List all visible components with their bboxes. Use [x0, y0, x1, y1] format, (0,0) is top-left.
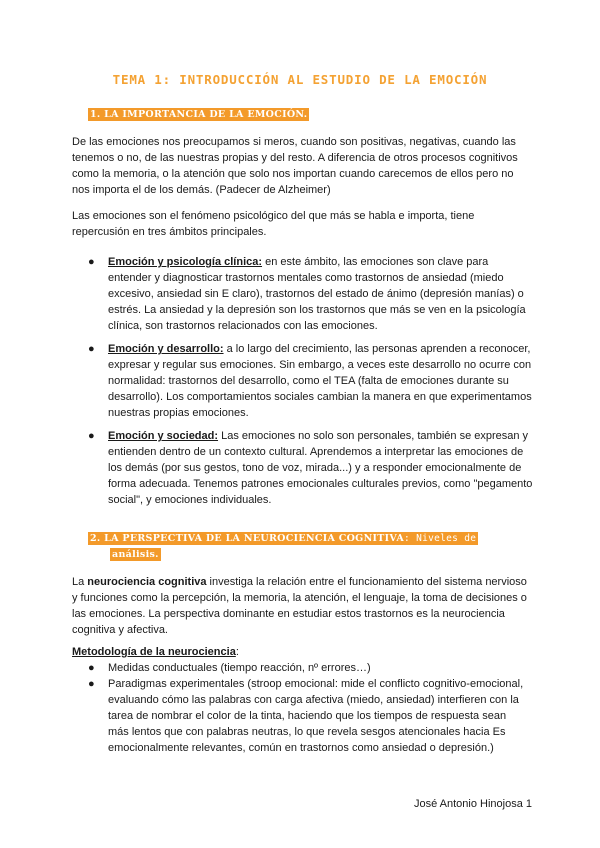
section-2-heading-bold: 2. LA PERSPECTIVA DE LA NEUROCIENCIA COGNITIVA: [90, 533, 405, 544]
section-2-heading-line2: análisis.: [112, 549, 159, 560]
paragraph-3-bold: neurociencia cognitiva: [87, 576, 207, 588]
paragraph-2: Las emociones son el fenómeno psicológico del que más se habla e importa, tiene repercusión en tres ámbitos principales.: [72, 210, 475, 238]
bullet-term: Emoción y psicología clínica:: [108, 256, 263, 268]
metodologia-heading: Metodología de la neurociencia: [72, 646, 236, 658]
bullet-term: Emoción y sociedad:: [108, 430, 219, 442]
page-footer: José Antonio Hinojosa 1: [413, 798, 532, 810]
bullet-text: a lo largo del crecimiento, las personas aprenden a reconocer, expresar y regular sus emociones. Sin embargo, a veces este desarrollo no ocurre con normalidad: trastornos del desarrollo, como el TEA (falta de emociones durante su desarrollo). Los comportamientos sociales cambian la manera en que experimentamos nuestras propias emociones.: [108, 343, 532, 419]
list-item-desarrollo: [88, 341, 533, 421]
list-item: [88, 676, 528, 756]
bullet-text: Las emociones no solo son personales, también se expresan y entienden dentro de un contexto cultural. Aprendemos a interpretar las emociones de los demás (por sus gestos, tono de voz, mirada...) y a responder emocionalmente de forma adecuada. Tenemos patrones emocionales culturales previos, como "pegamento social", y emociones individuales.: [108, 430, 533, 506]
section-1-heading: 1. LA IMPORTANCIA DE LA EMOCIÓN.: [90, 109, 308, 120]
section-1-heading-block: [88, 106, 488, 122]
page-title: TEMA 1: INTRODUCCIÓN AL ESTUDIO DE LA EMOCIÓN: [112, 72, 488, 87]
list-item: [88, 660, 528, 676]
list-item-sociedad: [88, 428, 533, 508]
paragraph-3-after: investiga la relación entre el funcionamiento del sistema nervioso y funciones como la percepción, la memoria, la atención, el lenguaje, la toma de decisiones o las emociones. La perspectiva dominante en estudiar estos trastornos es la neurociencia cognitiva y afectiva.: [72, 576, 527, 636]
paragraph-1: De las emociones nos preocupamos si meros, cuando son positivas, negativas, cuando las tenemos o no, de las nuestras propias y del resto. A diferencia de otros procesos cognitivos como la memoria, o la atención que solo nos importan cuando carecemos de ellos pero no nos importa el de los demás. (Padecer de Alzheimer): [72, 136, 518, 196]
bullet-dot-icon: ●: [88, 662, 95, 674]
list-item-clinica: [88, 254, 533, 334]
bullet-dot-icon: ●: [88, 256, 95, 268]
paragraph-3-before: La: [72, 576, 88, 588]
list-item-text: Paradigmas experimentales (stroop emocional: mide el conflicto cognitivo-emocional, evaluando cómo las palabras con carga afectiva (miedo, ansiedad) interfieren con la tarea de nombrar el color de la tinta, haciendo que los tiempos de respuesta sean más lentos que con palabras neutras, lo que revela sesgos atencionales hacia Es emocionalmente relevantes, común en trastornos como ansiedad o depresión.): [108, 678, 524, 754]
section-2-heading: [88, 532, 478, 545]
section-2-heading-light: : Niveles de: [404, 533, 477, 544]
metodologia-colon: :: [235, 646, 239, 658]
list-item-text: Medidas conductuales (tiempo reacción, nº errores…): [108, 662, 371, 674]
metodologia-label: [72, 644, 532, 660]
bullet-dot-icon: ●: [88, 678, 95, 690]
method-list: [88, 660, 528, 756]
section-2-heading-block: [88, 530, 488, 562]
paragraph-3: [72, 574, 532, 638]
bullet-dot-icon: ●: [88, 343, 95, 355]
bullet-term: Emoción y desarrollo:: [108, 343, 224, 355]
bullet-text: en este ámbito, las emociones son clave para entender y diagnosticar trastornos mentales como trastornos de ansiedad (miedo excesivo, ansiedad sin E claro), trastornos del estado de ánimo (depresión manías) o estrés. La ansiedad y la depresión son los trastornos que más se ven en la psicología clínica, son trastornos relacionados con las emociones.: [108, 256, 526, 332]
bullet-dot-icon: ●: [88, 430, 95, 442]
